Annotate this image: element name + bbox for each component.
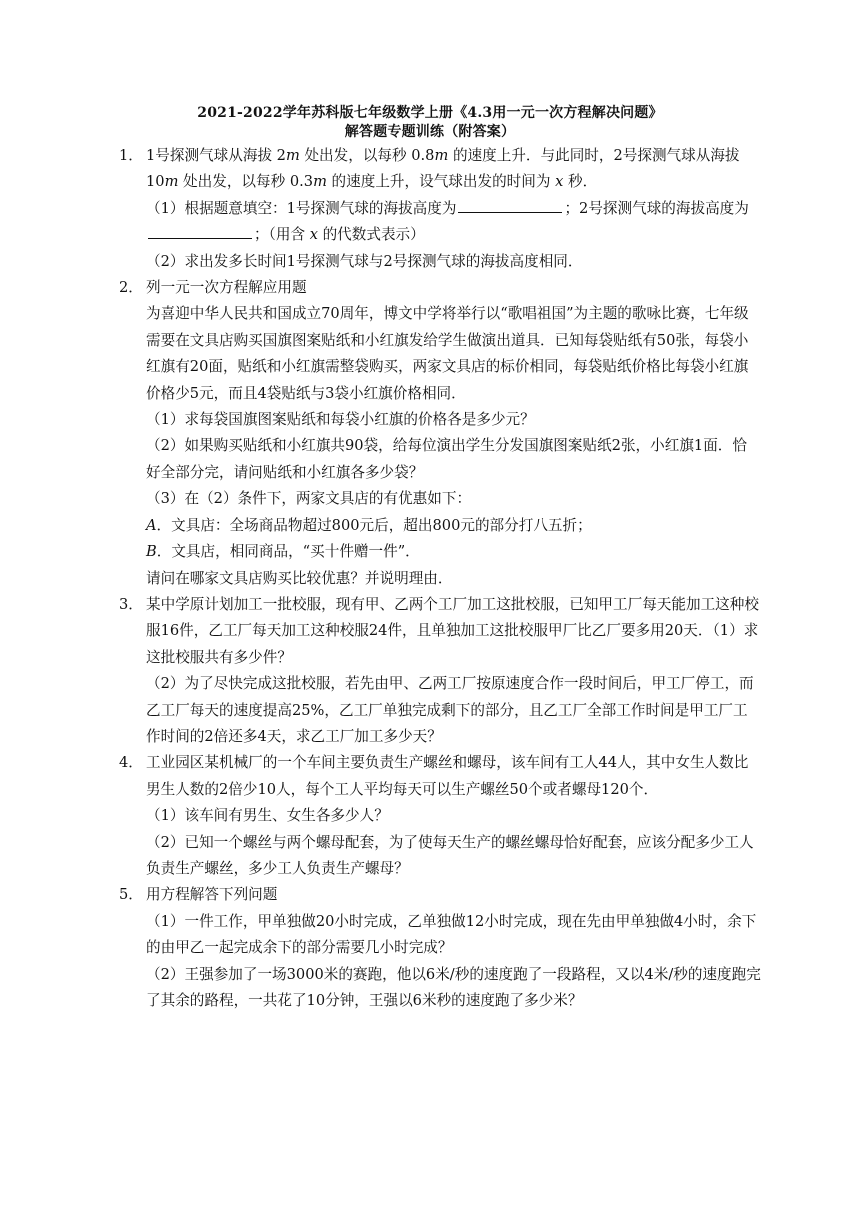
question-1 bbox=[119, 143, 761, 275]
answer-blank[interactable] bbox=[458, 198, 562, 213]
sub-question-1: （1）该车间有男生、女生各多少人？ bbox=[146, 807, 389, 825]
sub-question-2: （2）如果购买贴纸和小红旗共90袋，给每位演出学生分发国旗图案贴纸2张，小红旗1面．恰好全部分完，请问贴纸和小红旗各多少袋？ bbox=[146, 437, 747, 481]
question-5 bbox=[119, 882, 761, 1014]
answer-blank[interactable] bbox=[148, 224, 252, 239]
sub-question-1: （1）一件工作，甲单独做20小时完成，乙单独做12小时完成，现在先由甲单独做4小时，余下的由甲乙一起完成余下的部分需要几小时完成？ bbox=[146, 912, 757, 957]
question-stem: 用方程解答下列问题 bbox=[146, 886, 278, 904]
question-stem: 1号探测气球从海拔 2m 处出发，以每秒 0.8m 的速度上升．与此同时，2号探测气球从海拔 10m 处出发，以每秒 0.3m 的速度上升，设气球出发的时间为 x 秒． bbox=[146, 147, 740, 191]
document-title-line1: 2021-2022学年苏科版七年级数学上册《4.3用一元一次方程解决问题》 bbox=[197, 105, 663, 121]
question-stem: 某中学原计划加工一批校服，现有甲、乙两个工厂加工这批校服，已知甲工厂每天能加工这种校服16件，乙工厂每天加工这种校服24件，且单独加工这批校服甲厂比乙厂要多用20天．（1）求这批校服共有多少件？ bbox=[146, 595, 759, 666]
question-stem: 列一元一次方程解应用题 bbox=[146, 279, 307, 297]
sub-question-2: （2）王强参加了一场3000米的赛跑，他以6米/秒的速度跑了一段路程，又以4米/秒的速度跑完了其余的路程，一共花了10分钟，王强以6米秒的速度跑了多少米？ bbox=[146, 965, 761, 1009]
question-ask: 请问在哪家文具店购买比较优惠？并说明理由． bbox=[146, 569, 453, 587]
question-number: 1． bbox=[119, 147, 143, 164]
question-stem: 工业园区某机械厂的一个车间主要负责生产螺丝和螺母，该车间有工人44人，其中女生人数比男生人数的2倍少10人，每个工人平均每天可以生产螺丝50个或者螺母120个． bbox=[146, 754, 749, 798]
sub-question-2: （2）已知一个螺丝与两个螺母配套，为了使每天生产的螺丝螺母恰好配套，应该分配多少工人负责生产螺丝，多少工人负责生产螺母？ bbox=[146, 833, 754, 877]
sub-question-2: （2）为了尽快完成这批校服，若先由甲、乙两工厂按原速度合作一段时间后，甲工厂停工，而乙工厂每天的速度提高25%，乙工厂单独完成剩下的部分，且乙工厂全部工作时间是甲工厂工作时间的2倍还多4天，求乙工厂加工多少天？ bbox=[146, 675, 754, 745]
question-3 bbox=[119, 592, 761, 750]
question-number: 5． bbox=[119, 886, 143, 904]
sub-question-1: （1）求每袋国旗图案贴纸和每袋小红旗的价格各是多少元？ bbox=[146, 411, 535, 429]
sub-question-2: （2）求出发多长时间1号探测气球与2号探测气球的海拔高度相同． bbox=[146, 252, 583, 270]
document-title-line2: 解答题专题训练（附答案） bbox=[344, 124, 516, 140]
question-number: 3． bbox=[119, 595, 143, 613]
option-b: B．文具店，相同商品，“买十件赠一件”． bbox=[146, 543, 420, 561]
question-number: 4． bbox=[119, 754, 143, 772]
question-paragraph: 为喜迎中华人民共和国成立70周年，博文中学将举行以“歌唱祖国”为主题的歌咏比赛，七年级需要在文具店购买国旗图案贴纸和小红旗发给学生做演出道具．已知每袋贴纸有50张，每袋小红旗有20面，贴纸和小红旗需整袋购买，两家文具店的标价相同，每袋贴纸价格比每袋小红旗价格少5元，而且4袋贴纸与3袋小红旗价格相同． bbox=[146, 305, 749, 402]
sub-question-1: （1）根据题意填空：1号探测气球的海拔高度为 ；2号探测气球的海拔高度为；（用含 x 的代数式表示） bbox=[146, 199, 749, 244]
option-a: A．文具店：全场商品物超过800元后，超出800元的部分打八五折； bbox=[146, 516, 592, 534]
question-4 bbox=[119, 750, 761, 882]
question-list bbox=[119, 143, 761, 1014]
question-2 bbox=[119, 275, 761, 592]
sub-question-3: （3）在（2）条件下，两家文具店的有优惠如下： bbox=[146, 490, 472, 508]
question-number: 2． bbox=[119, 279, 143, 297]
